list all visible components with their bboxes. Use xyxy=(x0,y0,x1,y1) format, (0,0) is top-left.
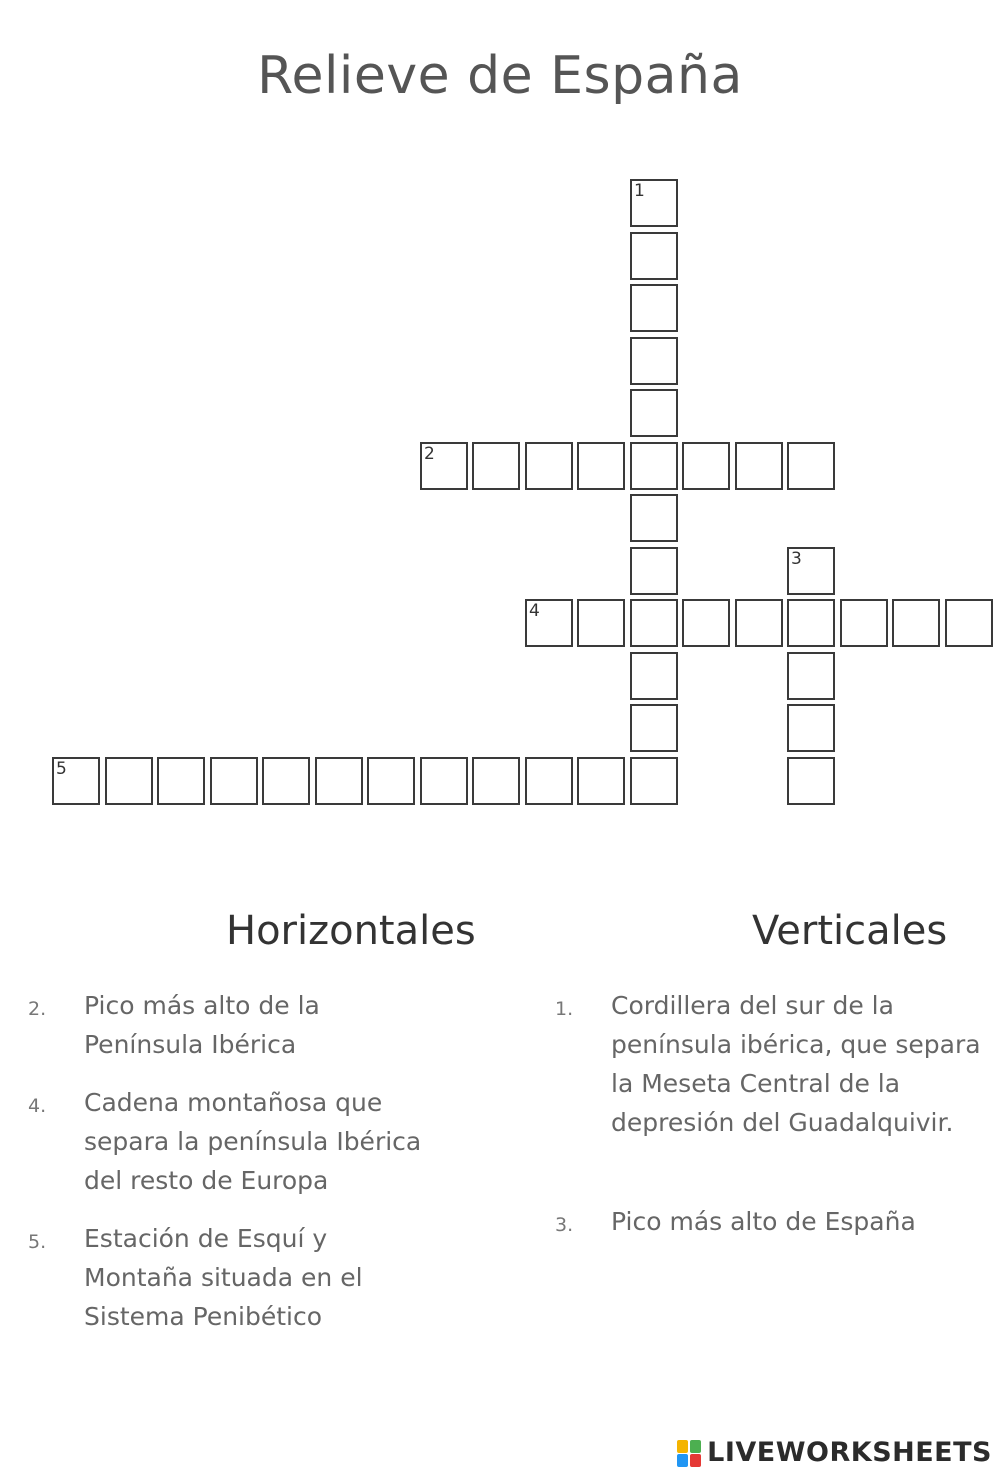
clue-number: 5. xyxy=(28,1231,47,1253)
brand-text: LIVEWORKSHEETS xyxy=(707,1437,992,1468)
clue-number-label: 4 xyxy=(529,601,540,621)
crossword-cell[interactable] xyxy=(525,757,573,805)
crossword-cell[interactable] xyxy=(945,599,993,647)
horizontales-heading: Horizontales xyxy=(226,908,476,954)
crossword-cell[interactable] xyxy=(682,442,730,490)
clue-text: Pico más alto de la Península Ibérica xyxy=(84,991,320,1059)
clue-number-label: 2 xyxy=(424,444,435,464)
crossword-cell[interactable] xyxy=(367,757,415,805)
crossword-cell[interactable] xyxy=(840,599,888,647)
verticales-heading: Verticales xyxy=(752,908,948,954)
crossword-cell[interactable] xyxy=(52,757,100,805)
crossword-cell[interactable] xyxy=(787,652,835,700)
clue-number: 1. xyxy=(555,998,574,1020)
crossword-cell[interactable] xyxy=(682,599,730,647)
clue-number-label: 1 xyxy=(634,181,645,201)
crossword-cell[interactable] xyxy=(315,757,363,805)
crossword-cell[interactable] xyxy=(525,599,573,647)
liveworksheets-logo-icon xyxy=(677,1438,703,1468)
clue-text: Cordillera del sur de la península ibérica, que separa la Meseta Central de la depresión del Guadalquivir. xyxy=(611,991,981,1137)
crossword-cell[interactable] xyxy=(892,599,940,647)
crossword-cell[interactable] xyxy=(630,337,678,385)
crossword-cell[interactable] xyxy=(630,179,678,227)
crossword-cell[interactable] xyxy=(787,547,835,595)
crossword-cell[interactable] xyxy=(420,757,468,805)
crossword-cell[interactable] xyxy=(787,704,835,752)
clue-number-label: 3 xyxy=(791,549,802,569)
crossword-cell[interactable] xyxy=(157,757,205,805)
crossword-cell[interactable] xyxy=(210,757,258,805)
crossword-cell[interactable] xyxy=(630,442,678,490)
crossword-cell[interactable] xyxy=(577,757,625,805)
liveworksheets-brand[interactable] xyxy=(677,1437,992,1468)
crossword-cell[interactable] xyxy=(787,442,835,490)
clue-text: Estación de Esquí y Montaña situada en el Sistema Penibético xyxy=(84,1224,363,1331)
clue-text: Pico más alto de España xyxy=(611,1207,916,1236)
crossword-cell[interactable] xyxy=(630,232,678,280)
crossword-cell[interactable] xyxy=(105,757,153,805)
clue-number: 2. xyxy=(28,998,47,1020)
crossword-cell[interactable] xyxy=(630,494,678,542)
crossword-cell[interactable] xyxy=(630,547,678,595)
crossword-cell[interactable] xyxy=(630,757,678,805)
clue-text: Cadena montañosa que separa la península Ibérica del resto de Europa xyxy=(84,1088,422,1195)
crossword-cell[interactable] xyxy=(262,757,310,805)
crossword-cell[interactable] xyxy=(630,284,678,332)
crossword-cell[interactable] xyxy=(787,599,835,647)
crossword-cell[interactable] xyxy=(735,599,783,647)
crossword-cell[interactable] xyxy=(577,599,625,647)
page-title: Relieve de España xyxy=(257,46,743,106)
crossword-cell[interactable] xyxy=(630,704,678,752)
clue-number: 4. xyxy=(28,1095,47,1117)
crossword-cell[interactable] xyxy=(630,652,678,700)
clue-number: 3. xyxy=(555,1214,574,1236)
crossword-cell[interactable] xyxy=(525,442,573,490)
crossword-cell[interactable] xyxy=(472,442,520,490)
crossword-cell[interactable] xyxy=(787,757,835,805)
crossword-cell[interactable] xyxy=(630,389,678,437)
crossword-cell[interactable] xyxy=(735,442,783,490)
crossword-cell[interactable] xyxy=(630,599,678,647)
clue-number-label: 5 xyxy=(56,759,67,779)
crossword-cell[interactable] xyxy=(420,442,468,490)
crossword-cell[interactable] xyxy=(472,757,520,805)
crossword-cell[interactable] xyxy=(577,442,625,490)
